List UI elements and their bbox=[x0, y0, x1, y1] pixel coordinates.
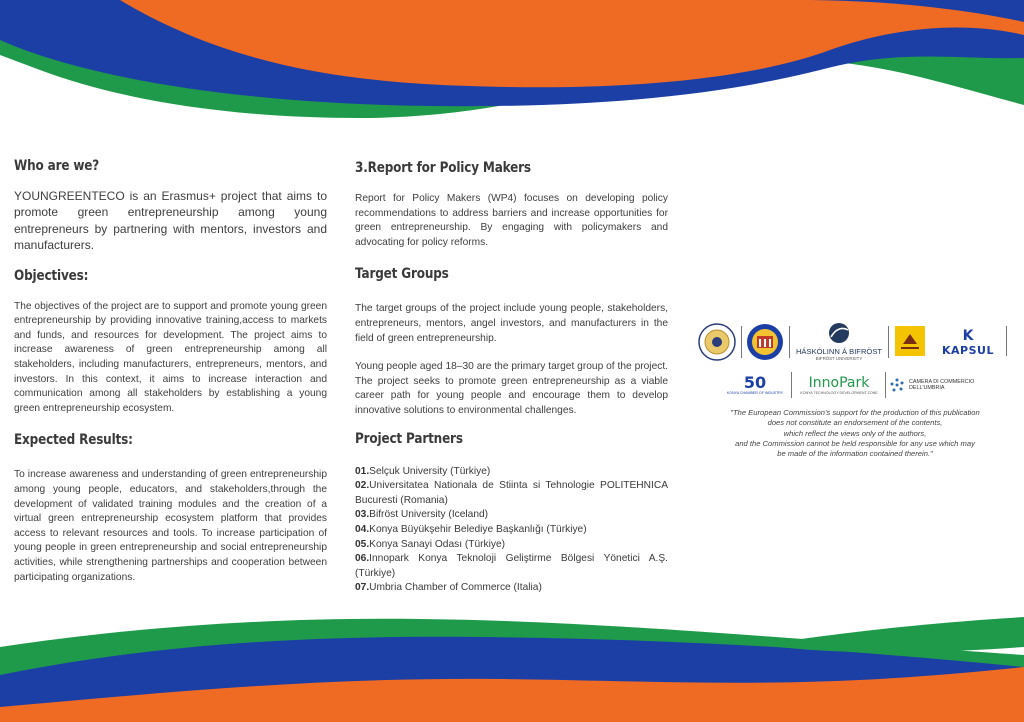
logo-divider bbox=[1006, 326, 1007, 356]
ec-disclaimer: "The European Commission's support for the production of this publication does not constitute an endorsement of the contents, which reflect the views only of the authors, and the Commission cannot be held responsible for any use which may be made of the information contained therein." bbox=[730, 408, 980, 459]
objectives-heading: Objectives: bbox=[14, 267, 89, 284]
bifrost-circle-icon bbox=[828, 322, 850, 344]
report-text: Report for Policy Makers (WP4) focuses on developing policy recommendations to address barriers and increase opportunities for green entrepreneurship. By engaging with policymakers and advocating for policy reforms. bbox=[355, 193, 668, 248]
bottom-green-right bbox=[760, 617, 1024, 652]
umbria-dots-icon bbox=[889, 377, 905, 393]
partner-item: 04.Konya Büyükşehir Belediye Başkanlığı (Türkiye) bbox=[355, 523, 587, 535]
partner-item: 02.Universitatea Nationala de Stiinta si Tehnologie POLITEHNICA Bucuresti (Romania) bbox=[355, 480, 668, 506]
middle-column bbox=[355, 160, 668, 596]
politehnica-seal-icon bbox=[745, 322, 785, 362]
partner-item: 01.Selçuk University (Türkiye) bbox=[355, 465, 491, 477]
target-text-2: Young people aged 18–30 are the primary target group of the project. The project seeks to promote green entrepreneurship as a viable career path for young people and encourage them to develop innovative solutions to environmental challenges. bbox=[355, 361, 668, 416]
konya-municipality-icon bbox=[895, 326, 925, 356]
konya-metropolitan-logo bbox=[893, 324, 927, 358]
target-heading: Target Groups bbox=[355, 266, 449, 283]
innopark-logo: InnoPark KONYA TECHNOLOGY DEVELOPMENT ZONE bbox=[800, 375, 878, 395]
left-column bbox=[14, 158, 327, 585]
logo-divider bbox=[791, 372, 792, 398]
selcuk-seal-icon bbox=[697, 322, 737, 362]
report-heading: 3.Report for Policy Makers bbox=[355, 160, 531, 176]
partner-item: 07.Umbria Chamber of Commerce (Italia) bbox=[355, 582, 542, 594]
expected-text: To increase awareness and understanding of green entrepreneurship among young people, educators, and stakeholders,through the development of validated training modules and the creation of a virtual green entrepreneurship ecosystem platform that provides access to relevant resources and tools. To increase participation of young people in green entrepreneurship and social entrepreneurship activities, while strengthening partnerships and cooperation between participating organizations. bbox=[14, 469, 327, 583]
bottom-wave-decoration bbox=[0, 607, 1024, 722]
partner-item: 03.Bifröst University (Iceland) bbox=[355, 509, 489, 521]
logo-divider bbox=[789, 326, 790, 358]
selcuk-university-logo bbox=[697, 322, 737, 362]
partner-item: 05.Konya Sanayi Odası (Türkiye) bbox=[355, 538, 506, 550]
partners-heading: Project Partners bbox=[355, 430, 463, 447]
who-heading: Who are we? bbox=[14, 158, 100, 174]
umbria-chamber-logo: CAMERA DI COMMERCIO DELL'UMBRIA bbox=[889, 374, 981, 396]
politehnica-logo bbox=[745, 322, 785, 362]
objectives-text: The objectives of the project are to support and promote young green entrepreneurship by providing innovative training,access to markets and funds, and resources for development. The project aims to increase awareness of green entrepreneurship among all stakeholders, including manufacturers, entrepreneurs, mentors, and investors. In this context, it aims to increase interaction and communication among all stakeholders by establishing a young green entrepreneurship ecosystem. bbox=[14, 300, 327, 414]
partner-logos bbox=[695, 318, 1015, 408]
who-text: YOUNGREENTECO is an Erasmus+ project that aims to promote green entrepreneurship among young entrepreneurs by partnering with mentors, investors and manufacturers. bbox=[14, 189, 327, 253]
kapsul-k-icon: K bbox=[962, 327, 974, 344]
logo-divider bbox=[741, 326, 742, 358]
kapsul-logo: K KAPSUL bbox=[942, 327, 994, 357]
top-wave-decoration bbox=[0, 0, 1024, 135]
partners-list bbox=[355, 465, 668, 596]
logo-divider bbox=[888, 326, 889, 358]
bifrost-university-logo: HÁSKÓLINN Á BIFRÖST BIFRÖST UNIVERSITY bbox=[793, 318, 885, 364]
partner-item: 06.Innopark Konya Teknoloji Geliştirme Bölgesi Yönetici A.Ş. (Türkiye) bbox=[355, 553, 668, 579]
expected-heading: Expected Results: bbox=[14, 432, 133, 449]
logo-divider bbox=[885, 372, 886, 398]
target-text-1: The target groups of the project include young people, stakeholders, entrepreneurs, mentors, angel investors, and manufacturers in the field of green entrepreneurship. bbox=[355, 303, 668, 344]
kso-logo: 50 KONYA CHAMBER OF INDUSTRY bbox=[726, 373, 784, 395]
